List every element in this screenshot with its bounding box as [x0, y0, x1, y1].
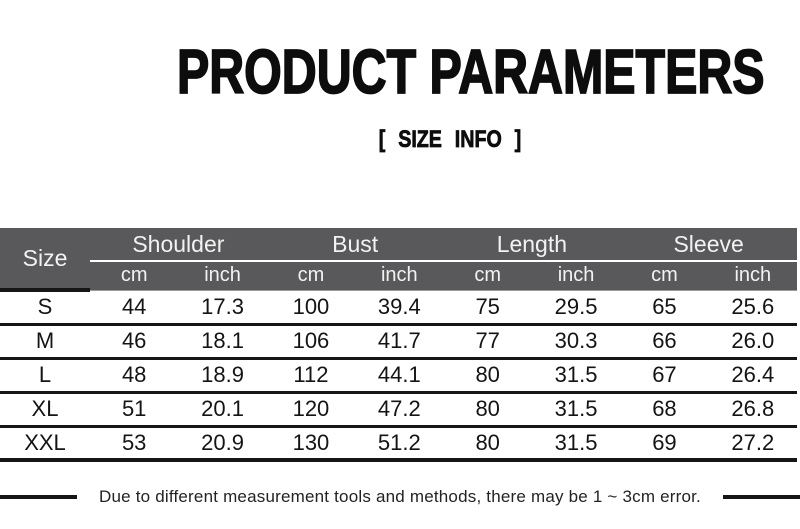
unit-inch: inch [532, 261, 620, 290]
measurement-cell: 68 [620, 392, 708, 426]
unit-cm: cm [444, 261, 532, 290]
size-label: XXL [0, 426, 90, 460]
measurement-cell: 106 [267, 324, 355, 358]
measurement-cell: 39.4 [355, 290, 443, 324]
table-row [0, 290, 797, 324]
header-group-shoulder: Shoulder [90, 228, 267, 261]
measurement-cell: 65 [620, 290, 708, 324]
page-title: PRODUCT PARAMETERS [177, 38, 765, 107]
measurement-cell: 31.5 [532, 358, 620, 392]
measurement-cell: 31.5 [532, 426, 620, 460]
subtitle: [ SIZE INFO ] [378, 126, 522, 153]
unit-inch: inch [355, 261, 443, 290]
measurement-cell: 51 [90, 392, 178, 426]
unit-cm: cm [90, 261, 178, 290]
measurement-cell: 47.2 [355, 392, 443, 426]
measurement-cell: 31.5 [532, 392, 620, 426]
measurement-cell: 66 [620, 324, 708, 358]
header-group-bust: Bust [267, 228, 444, 261]
header-unit-row [0, 261, 797, 290]
note-dash-right-icon [723, 495, 800, 499]
unit-inch: inch [709, 261, 797, 290]
table-row [0, 426, 797, 460]
measurement-cell: 17.3 [178, 290, 266, 324]
measurement-cell: 51.2 [355, 426, 443, 460]
measurement-cell: 44.1 [355, 358, 443, 392]
header-group-sleeve: Sleeve [620, 228, 797, 261]
size-label: M [0, 324, 90, 358]
table-row [0, 358, 797, 392]
measurement-cell: 80 [444, 392, 532, 426]
measurement-cell: 27.2 [709, 426, 797, 460]
unit-cm: cm [620, 261, 708, 290]
measurement-cell: 53 [90, 426, 178, 460]
measurement-cell: 30.3 [532, 324, 620, 358]
table-row [0, 392, 797, 426]
size-label: XL [0, 392, 90, 426]
table-row [0, 324, 797, 358]
size-label: S [0, 290, 90, 324]
header-group-row [0, 228, 797, 261]
note-dash-left-icon [0, 495, 77, 499]
measurement-cell: 100 [267, 290, 355, 324]
measurement-cell: 26.4 [709, 358, 797, 392]
measurement-cell: 80 [444, 358, 532, 392]
header-group-length: Length [444, 228, 621, 261]
unit-cm: cm [267, 261, 355, 290]
header-size: Size [0, 228, 90, 290]
note-text: Due to different measurement tools and methods, there may be 1 ~ 3cm error. [99, 487, 701, 506]
measurement-cell: 112 [267, 358, 355, 392]
measurement-cell: 75 [444, 290, 532, 324]
size-table [0, 228, 797, 462]
measurement-cell: 41.7 [355, 324, 443, 358]
measurement-cell: 26.8 [709, 392, 797, 426]
measurement-cell: 48 [90, 358, 178, 392]
measurement-cell: 18.1 [178, 324, 266, 358]
measurement-cell: 44 [90, 290, 178, 324]
unit-inch: inch [178, 261, 266, 290]
measurement-cell: 20.1 [178, 392, 266, 426]
measurement-cell: 25.6 [709, 290, 797, 324]
table-header [0, 228, 797, 290]
measurement-cell: 77 [444, 324, 532, 358]
measurement-cell: 67 [620, 358, 708, 392]
measurement-cell: 69 [620, 426, 708, 460]
measurement-cell: 18.9 [178, 358, 266, 392]
measurement-cell: 26.0 [709, 324, 797, 358]
measurement-cell: 29.5 [532, 290, 620, 324]
measurement-cell: 120 [267, 392, 355, 426]
size-label: L [0, 358, 90, 392]
measurement-cell: 80 [444, 426, 532, 460]
measurement-cell: 20.9 [178, 426, 266, 460]
measurement-cell: 130 [267, 426, 355, 460]
measurement-cell: 46 [90, 324, 178, 358]
note-bar [0, 487, 800, 507]
table-body [0, 290, 797, 460]
